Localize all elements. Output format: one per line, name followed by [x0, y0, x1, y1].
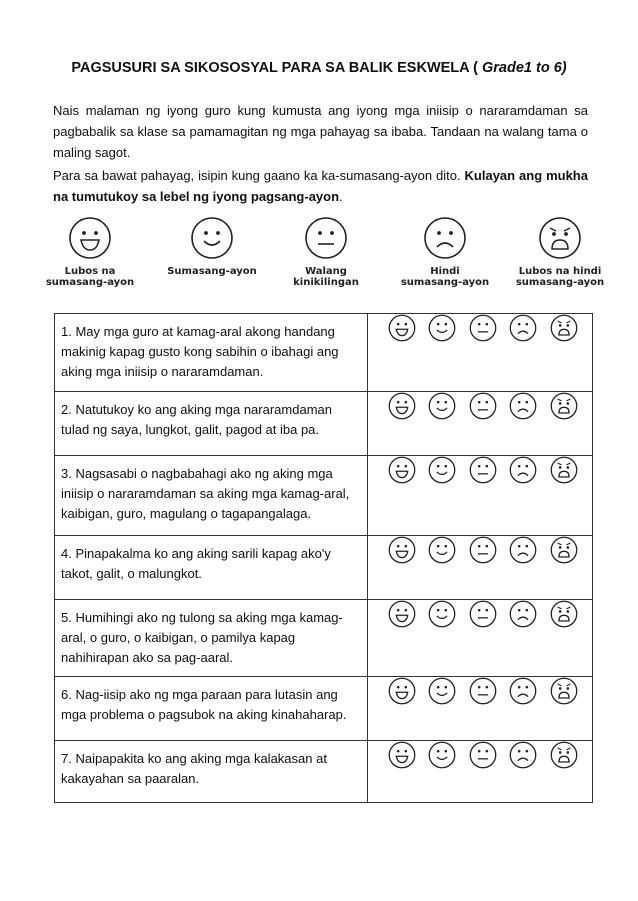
- neutral-face-icon[interactable]: [469, 677, 497, 705]
- frown-face-icon[interactable]: [509, 456, 537, 484]
- survey-row: [55, 456, 593, 536]
- survey-row: [55, 536, 593, 600]
- big-smile-face-icon[interactable]: [388, 392, 416, 420]
- statement-text: 7. Naipapakita ko ang aking mga kalakasan at kakayahan sa paaralan.: [55, 741, 368, 803]
- legend-item-strongly-disagree: [510, 216, 610, 288]
- page-title: PAGSUSURI SA SIKOSOSYAL PARA SA BALIK ESKWELA ( Grade1 to 6): [71, 60, 567, 76]
- big-smile-face-icon: [68, 216, 112, 260]
- rating-faces: [367, 536, 592, 600]
- legend-item-disagree: [395, 216, 495, 288]
- neutral-face-icon[interactable]: [469, 456, 497, 484]
- instruction-paragraph: Para sa bawat pahayag, isipin kung gaano ka ka-sumasang-ayon dito. Kulayan ang mukha na tumutukoy sa lebel ng iyong pagsang-ayon.: [53, 168, 588, 204]
- survey-row: [55, 677, 593, 741]
- survey-row: [55, 741, 593, 803]
- rating-faces: [367, 677, 592, 741]
- big-frown-face-icon[interactable]: [550, 600, 578, 628]
- neutral-face-icon[interactable]: [469, 536, 497, 564]
- legend-label-line1: Walang: [305, 266, 347, 277]
- legend-label-line2: sumasang-ayon: [515, 277, 605, 288]
- frown-face-icon[interactable]: [509, 741, 537, 769]
- big-frown-face-icon[interactable]: [550, 741, 578, 769]
- big-frown-face-icon[interactable]: [550, 314, 578, 342]
- statement-text: 4. Pinapakalma ko ang aking sarili kapag ako'y takot, galit, o malungkot.: [55, 536, 368, 600]
- statement-text: 5. Humihingi ako ng tulong sa aking mga kamag-aral, o guro, o kaibigan, o pamilya kapag nahihirapan ako sa pag-aaral.: [55, 600, 368, 677]
- smile-face-icon[interactable]: [428, 741, 456, 769]
- legend-item-strongly-agree: [40, 216, 140, 288]
- neutral-face-icon[interactable]: [469, 392, 497, 420]
- frown-face-icon: [423, 216, 467, 260]
- big-smile-face-icon[interactable]: [388, 741, 416, 769]
- legend-label-line2: sumasang-ayon: [45, 277, 135, 288]
- legend-label-line1: Lubos na: [64, 266, 116, 277]
- frown-face-icon[interactable]: [509, 314, 537, 342]
- big-smile-face-icon[interactable]: [388, 600, 416, 628]
- rating-faces: [367, 600, 592, 677]
- statement-text: 6. Nag-iisip ako ng mga paraan para lutasin ang mga problema o pagsubok na aking kinahaharap.: [55, 677, 368, 741]
- smile-face-icon[interactable]: [428, 536, 456, 564]
- legend-label-line1: Hindi: [430, 266, 460, 277]
- legend-item-agree: [162, 216, 262, 277]
- big-frown-face-icon: [538, 216, 582, 260]
- legend-label-line1: Sumasang-ayon: [167, 266, 257, 277]
- frown-face-icon[interactable]: [509, 392, 537, 420]
- smile-face-icon[interactable]: [428, 456, 456, 484]
- legend-label-line2: kinikilingan: [293, 277, 359, 288]
- neutral-face-icon[interactable]: [469, 741, 497, 769]
- intro-paragraph: Nais malaman ng iyong guro kung kumusta ang iyong mga iniisip o nararamdaman sa pagbabalik sa klase sa pamamagitan ng mga pahayag sa ibaba. Tandaan na walang tama o maling sagot.: [53, 103, 588, 160]
- big-frown-face-icon[interactable]: [550, 392, 578, 420]
- big-smile-face-icon[interactable]: [388, 314, 416, 342]
- frown-face-icon[interactable]: [509, 677, 537, 705]
- big-smile-face-icon[interactable]: [388, 456, 416, 484]
- statement-text: 3. Nagsasabi o nagbabahagi ako ng aking mga iniisip o nararamdaman sa aking mga kamag-aral, kaibigan, guro, magulang o tagapangalaga.: [55, 456, 368, 536]
- rating-faces: [367, 741, 592, 803]
- big-smile-face-icon[interactable]: [388, 677, 416, 705]
- face-legend: [40, 216, 620, 296]
- smile-face-icon: [190, 216, 234, 260]
- survey-row: [55, 392, 593, 456]
- smile-face-icon[interactable]: [428, 314, 456, 342]
- rating-faces: [367, 456, 592, 536]
- big-frown-face-icon[interactable]: [550, 456, 578, 484]
- rating-faces: [367, 314, 592, 392]
- statement-text: 2. Natutukoy ko ang aking mga nararamdaman tulad ng saya, lungkot, galit, pagod at iba pa.: [55, 392, 368, 456]
- rating-faces: [367, 392, 592, 456]
- smile-face-icon[interactable]: [428, 392, 456, 420]
- neutral-face-icon[interactable]: [469, 314, 497, 342]
- big-frown-face-icon[interactable]: [550, 536, 578, 564]
- legend-item-neutral: [276, 216, 376, 288]
- neutral-face-icon[interactable]: [469, 600, 497, 628]
- smile-face-icon[interactable]: [428, 600, 456, 628]
- neutral-face-icon: [304, 216, 348, 260]
- survey-row: [55, 600, 593, 677]
- survey-table: [54, 313, 593, 803]
- frown-face-icon[interactable]: [509, 536, 537, 564]
- big-frown-face-icon[interactable]: [550, 677, 578, 705]
- frown-face-icon[interactable]: [509, 600, 537, 628]
- statement-text: 1. May mga guro at kamag-aral akong handang makinig kapag gusto kong sabihin o ibahagi ang aking mga iniisip o nararamdaman.: [55, 314, 368, 392]
- legend-label-line1: Lubos na hindi: [518, 266, 602, 277]
- smile-face-icon[interactable]: [428, 677, 456, 705]
- survey-row: [55, 314, 593, 392]
- legend-label-line2: sumasang-ayon: [400, 277, 490, 288]
- big-smile-face-icon[interactable]: [388, 536, 416, 564]
